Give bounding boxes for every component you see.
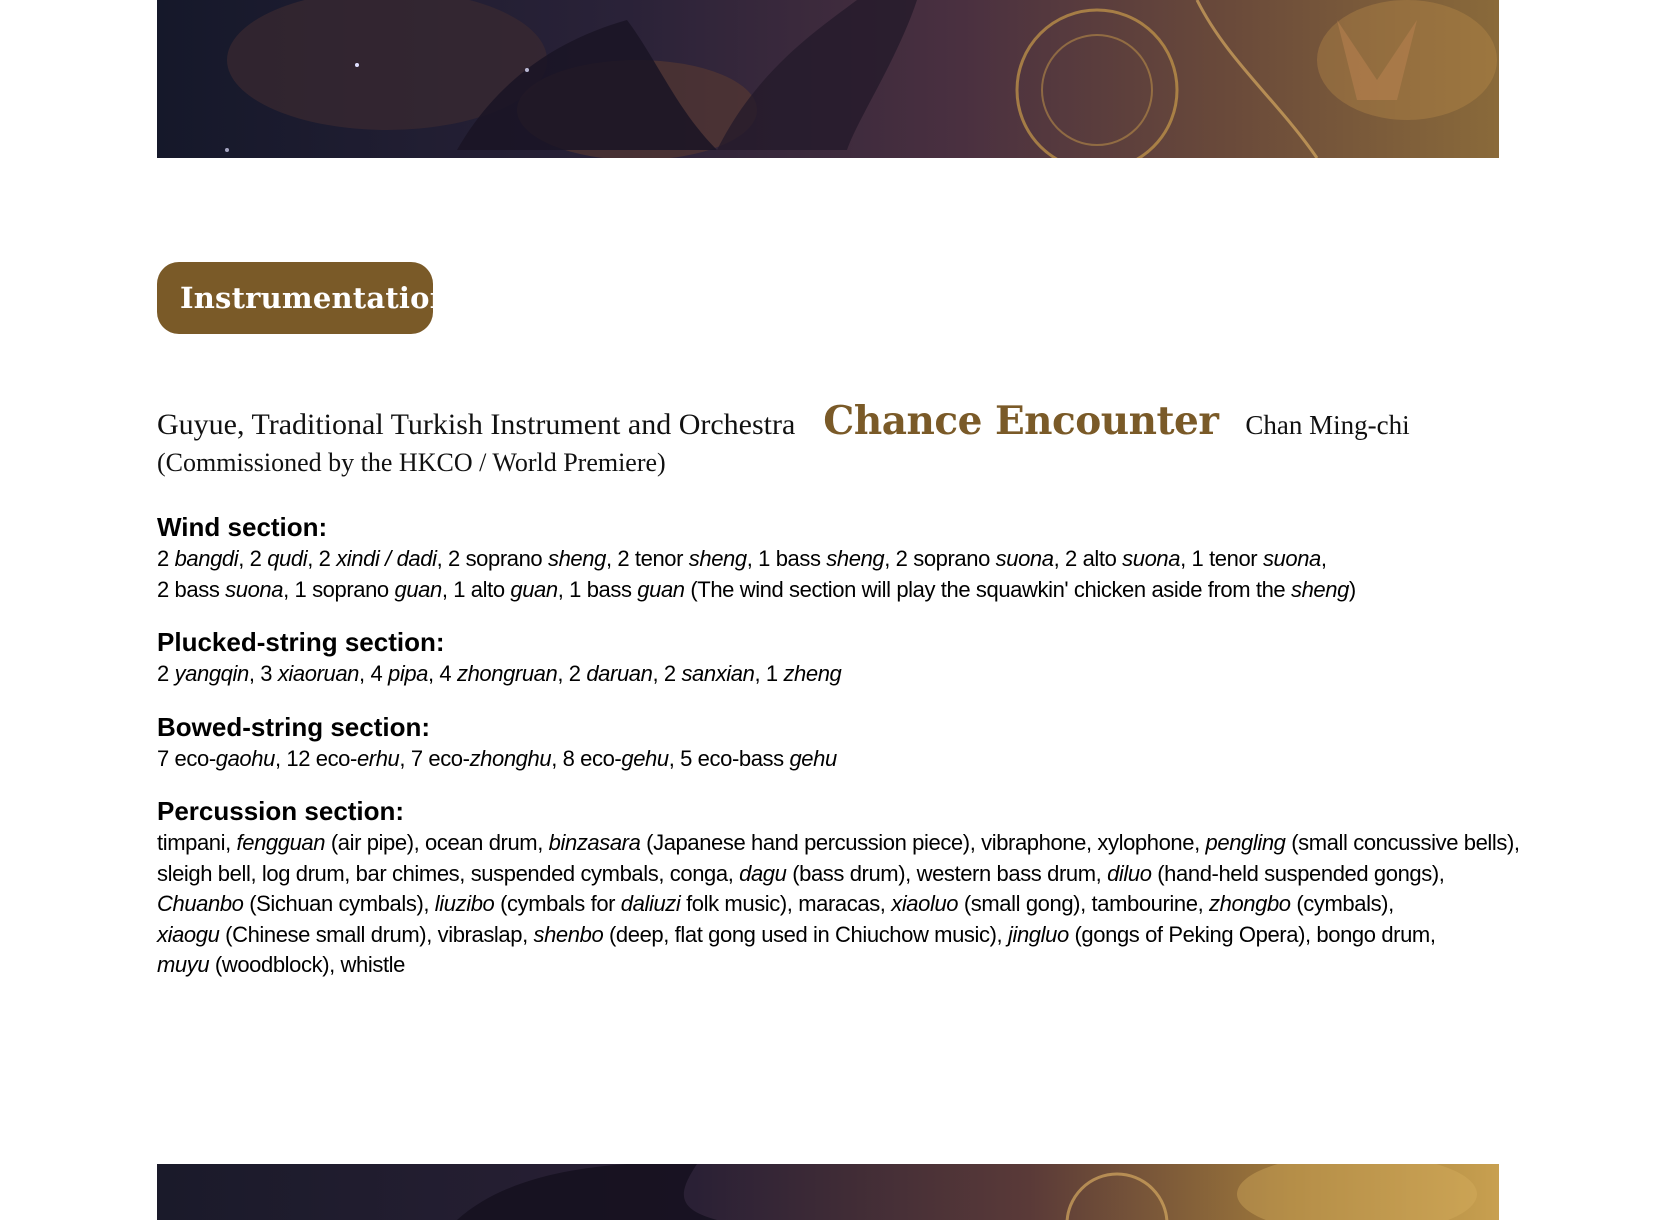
text-run: , 2 soprano xyxy=(884,546,996,571)
text-run: 2 bass xyxy=(157,576,226,602)
text-run: (Japanese hand percussion piece), vibraphone, xylophone, xyxy=(640,830,1206,855)
bowed-string-section xyxy=(157,710,1497,775)
text-run: , 4 xyxy=(428,661,457,686)
instrumentation-label: Instrumentation xyxy=(157,262,433,334)
text-run: (Chinese small drum), vibraslap, xyxy=(219,921,534,947)
instrument-list-line xyxy=(157,889,1497,920)
instrument-name: guan xyxy=(510,576,558,602)
plucked-string-section xyxy=(157,625,1497,690)
instrument-name: jingluo xyxy=(1007,921,1069,947)
instrument-name: sheng xyxy=(547,546,606,571)
instrument-name: zhongruan xyxy=(456,661,558,686)
text-run: (cymbals for xyxy=(494,891,621,916)
instrument-name: sheng xyxy=(1290,576,1349,602)
text-run: , 1 xyxy=(754,661,784,686)
top-decorative-banner xyxy=(157,0,1499,158)
text-run: (Sichuan cymbals), xyxy=(243,891,435,916)
text-run: , 2 xyxy=(238,546,268,571)
text-run: , 8 eco- xyxy=(551,745,622,771)
percussion-section xyxy=(157,794,1520,981)
wind-section xyxy=(157,510,1497,605)
text-run: , xyxy=(1320,546,1327,571)
text-run: (cymbals), xyxy=(1290,891,1394,916)
text-run: , 2 xyxy=(307,546,337,571)
instrument-list-line xyxy=(157,544,1497,575)
bottom-decorative-banner xyxy=(157,1164,1499,1220)
instrument-name: gaohu xyxy=(215,745,275,771)
text-run: , 2 xyxy=(557,661,587,686)
instrument-name: gehu xyxy=(789,745,837,771)
text-run: (gongs of Peking Opera), bongo drum, xyxy=(1068,921,1436,947)
instrument-name: qudi xyxy=(267,546,308,571)
instrument-list-line xyxy=(157,828,1520,859)
instrument-list-line xyxy=(157,575,1497,606)
section-heading: Percussion section: xyxy=(157,796,405,826)
text-run: , 2 tenor xyxy=(605,546,689,571)
text-run: (air pipe), ocean drum, xyxy=(325,830,549,855)
text-run: (bass drum), western bass drum, xyxy=(786,860,1108,886)
text-run: , 5 eco-bass xyxy=(668,745,790,771)
text-run: (The wind section will play the squawkin' chicken aside from the xyxy=(684,576,1291,602)
instrument-list-line xyxy=(157,920,1497,951)
text-run: 2 xyxy=(157,546,175,571)
banner-artwork xyxy=(157,0,1499,158)
instrument-name: zhongbo xyxy=(1209,891,1291,916)
instrument-name: gehu xyxy=(621,745,669,771)
text-run: (small gong), tambourine, xyxy=(958,891,1210,916)
text-run: folk music), maracas, xyxy=(680,891,892,916)
banner-artwork xyxy=(157,1164,1499,1220)
instrument-name: pipa xyxy=(388,661,428,686)
text-run: 2 xyxy=(157,661,175,686)
instrument-name: muyu xyxy=(157,952,210,977)
instrument-name: daruan xyxy=(586,661,653,686)
text-run: , 1 tenor xyxy=(1180,546,1263,571)
instrument-sections xyxy=(157,510,1520,1001)
instrument-name: daliuzi xyxy=(620,891,681,916)
text-run: 7 eco- xyxy=(157,745,216,771)
instrument-name: xindi / dadi xyxy=(336,546,437,571)
section-body xyxy=(157,828,1520,981)
work-title-row xyxy=(157,398,1487,444)
instrument-name: shenbo xyxy=(533,921,604,947)
instrument-name: fengguan xyxy=(236,830,326,855)
instrument-list-line xyxy=(157,744,1497,775)
text-run: , 7 eco- xyxy=(399,745,470,771)
text-run: (hand-held suspended gongs), xyxy=(1151,860,1445,886)
instrument-name: liuzibo xyxy=(434,891,495,916)
work-title: Chance Encounter xyxy=(823,398,1219,444)
text-run: (deep, flat gong used in Chiuchow music), xyxy=(603,921,1008,947)
text-run: , 3 xyxy=(248,661,278,686)
text-run: , 2 soprano xyxy=(436,546,548,571)
section-body xyxy=(157,659,1497,690)
instrument-name: zheng xyxy=(783,661,842,686)
work-subtitle: Guyue, Traditional Turkish Instrument and Orchestra xyxy=(157,408,796,441)
text-run: (woodblock), whistle xyxy=(209,952,405,977)
commission-note: (Commissioned by the HKCO / World Premiere) xyxy=(157,448,666,477)
section-heading: Wind section: xyxy=(157,512,328,542)
text-run: ) xyxy=(1348,576,1356,602)
instrument-name: suona xyxy=(1122,546,1181,571)
instrument-name: erhu xyxy=(356,745,400,771)
instrument-name: sanxian xyxy=(681,661,755,686)
instrument-name: suona xyxy=(225,576,284,602)
text-run: , 2 xyxy=(652,661,682,686)
instrument-name: bangdi xyxy=(174,546,239,571)
instrument-name: suona xyxy=(995,546,1054,571)
instrument-list-line xyxy=(157,950,1497,981)
instrument-name: dagu xyxy=(739,860,787,886)
instrument-list-line xyxy=(157,859,1497,890)
section-body xyxy=(157,744,1497,775)
text-run: , 4 xyxy=(359,661,388,686)
instrument-name: Chuanbo xyxy=(157,891,244,916)
instrument-name: sheng xyxy=(826,546,885,571)
instrument-name: suona xyxy=(1262,546,1321,571)
instrument-name: sheng xyxy=(688,546,747,571)
instrument-name: zhonghu xyxy=(469,745,552,771)
section-heading: Plucked-string section: xyxy=(157,627,445,657)
text-run: timpani, xyxy=(157,830,237,855)
text-run: (small concussive bells), xyxy=(1285,830,1520,855)
text-run: , 2 alto xyxy=(1053,546,1123,571)
text-run: , 1 bass xyxy=(557,576,638,602)
text-run: sleigh bell, log drum, bar chimes, suspended cymbals, conga, xyxy=(157,860,740,886)
text-run: , 1 soprano xyxy=(283,576,395,602)
instrument-name: yangqin xyxy=(174,661,249,686)
text-run: , 12 eco- xyxy=(274,745,357,771)
instrument-name: binzasara xyxy=(548,830,641,855)
instrument-name: xiaogu xyxy=(157,921,220,947)
composer-name: Chan Ming-chi xyxy=(1245,410,1410,440)
instrument-name: guan xyxy=(637,576,685,602)
instrument-name: xiaoruan xyxy=(277,661,360,686)
text-run: , 1 alto xyxy=(441,576,511,602)
section-heading: Bowed-string section: xyxy=(157,711,431,742)
instrument-name: guan xyxy=(394,576,442,602)
instrument-list-line xyxy=(157,659,1497,690)
section-body xyxy=(157,544,1497,605)
instrument-name: diluo xyxy=(1107,860,1152,886)
instrument-name: pengling xyxy=(1205,830,1286,855)
instrument-name: xiaoluo xyxy=(891,891,959,916)
text-run: , 1 bass xyxy=(746,546,827,571)
